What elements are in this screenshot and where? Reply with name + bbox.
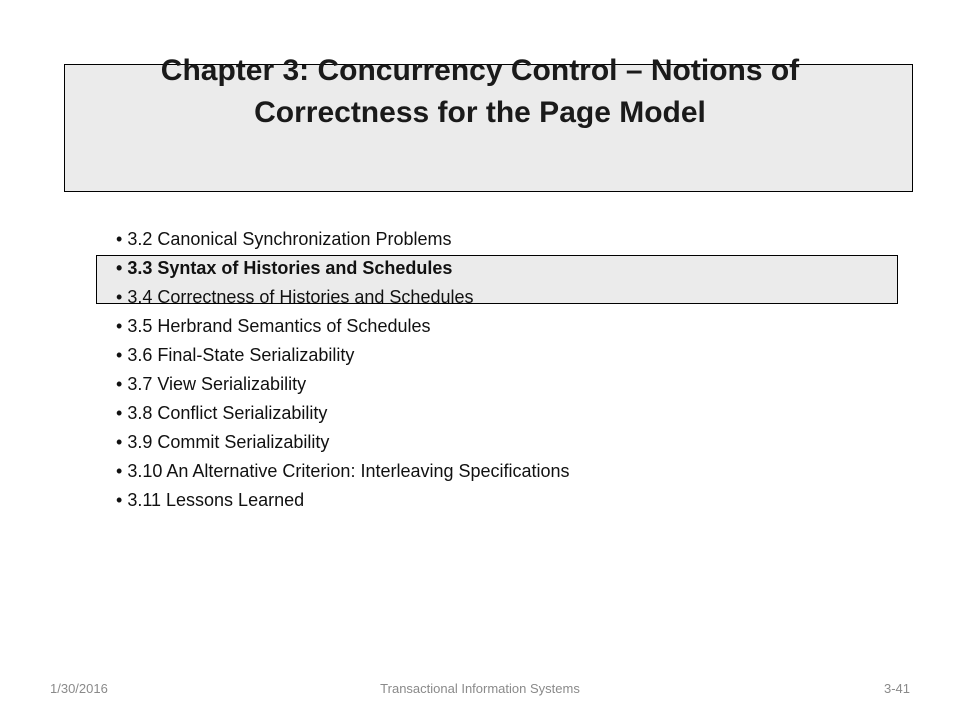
slide-title [0,50,960,134]
toc-item [116,399,570,428]
toc-item [116,486,570,515]
toc-item [116,341,570,370]
toc-item-current [116,254,570,283]
slide-title-line-1: Chapter 3: Concurrency Control – Notions of [160,54,800,87]
bullet-icon: • [116,345,123,365]
toc-item [116,283,570,312]
toc-item [116,370,570,399]
toc-item-label: 3.7 View Serializability [127,374,307,394]
toc-item [116,312,570,341]
bullet-icon: • [116,374,123,394]
bullet-icon: • [116,287,123,307]
footer-date: 1/30/2016 [50,681,108,696]
bullet-icon: • [116,229,123,249]
toc-item-label: 3.4 Correctness of Histories and Schedules [127,287,474,307]
toc-item-label: 3.11 Lessons Learned [127,490,305,510]
toc-item-label: 3.2 Canonical Synchronization Problems [127,229,452,249]
toc-list [116,225,570,515]
slide-title-line-2: Correctness for the Page Model [254,96,706,129]
toc-item-label: 3.10 An Alternative Criterion: Interleaving Specifications [127,461,570,481]
toc-item-label: 3.6 Final-State Serializability [127,345,355,365]
bullet-icon: • [116,316,123,336]
footer-page-number: 3-41 [883,681,910,696]
bullet-icon: • [116,461,123,481]
toc-item [116,428,570,457]
toc-item-label: 3.8 Conflict Serializability [127,403,328,423]
toc-item-label: 3.5 Herbrand Semantics of Schedules [127,316,431,336]
toc-item-label: 3.9 Commit Serializability [127,432,330,452]
bullet-icon: • [116,258,123,278]
bullet-icon: • [116,432,123,452]
footer-title: Transactional Information Systems [380,681,580,696]
toc-item [116,225,570,254]
toc-item [116,457,570,486]
toc-item-label: 3.3 Syntax of Histories and Schedules [127,258,453,278]
bullet-icon: • [116,490,123,510]
bullet-icon: • [116,403,123,423]
